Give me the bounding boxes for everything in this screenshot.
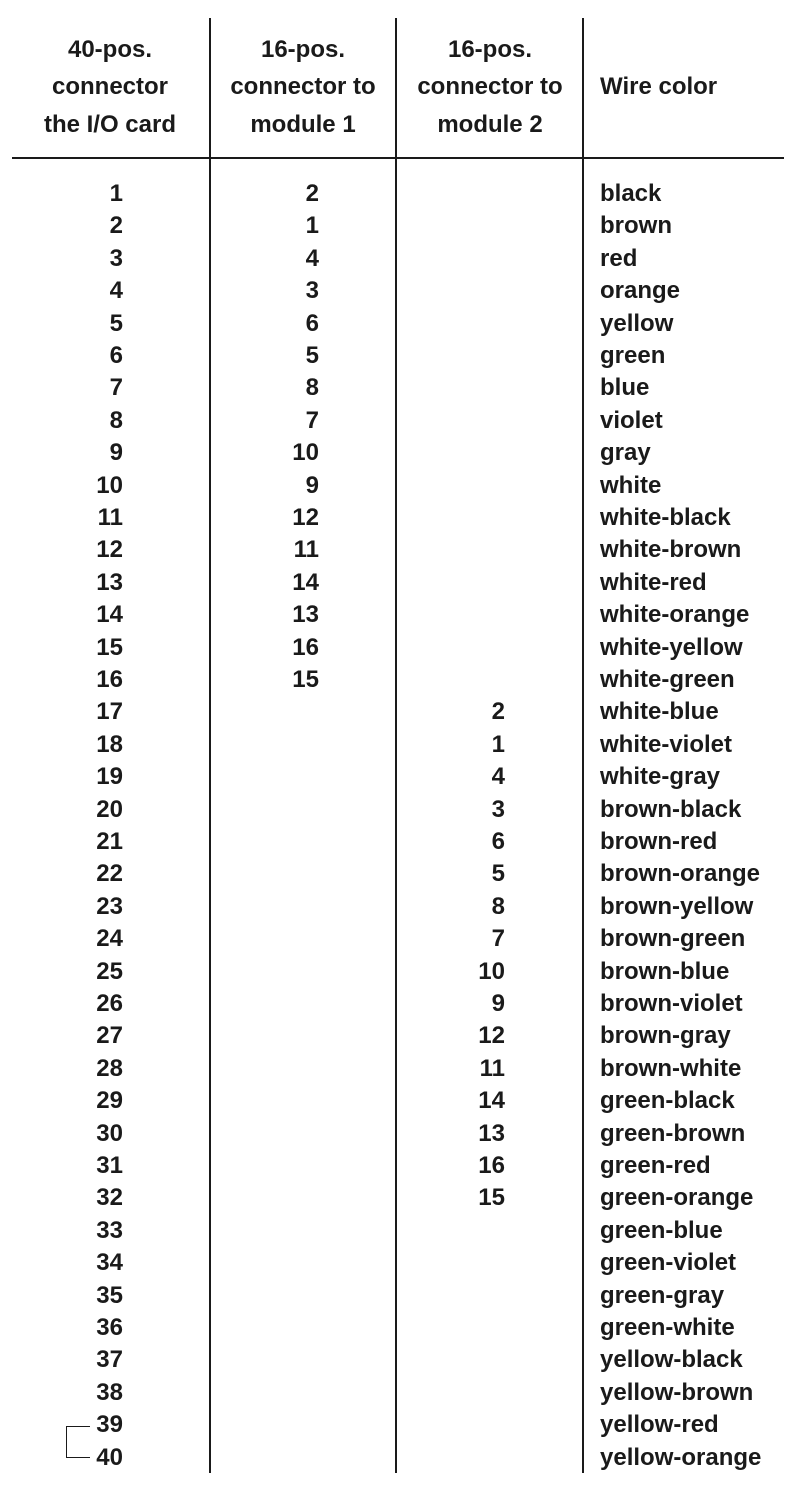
table-cell-color: violet <box>600 406 663 434</box>
table-cell-m2: 16 <box>478 1152 505 1179</box>
table-cell-m1: 14 <box>292 568 319 596</box>
table-cell-color: white-green <box>600 666 735 693</box>
table-cell-m1: 13 <box>292 601 319 629</box>
table-cell-io: 25 <box>96 957 123 985</box>
table-cell-io: 14 <box>96 601 123 629</box>
table-cell-io: 39 <box>96 1411 123 1439</box>
table-cell-io: 15 <box>96 633 123 661</box>
table-cell-m1: 10 <box>292 439 319 467</box>
table-cell-color: white-yellow <box>600 633 743 661</box>
table-cell-io: 20 <box>96 795 123 823</box>
table-cell-m2: 2 <box>491 698 505 726</box>
table-cell-color: brown-green <box>600 925 746 953</box>
table-cell-color: white-violet <box>600 730 733 758</box>
table-cell-m2: 13 <box>478 1119 505 1147</box>
table-cell-io: 12 <box>96 536 123 564</box>
table-cell-io: 16 <box>96 666 123 693</box>
table-cell-io: 22 <box>96 860 123 888</box>
table-cell-color: brown-violet <box>600 990 743 1017</box>
table-cell-m2: 12 <box>478 1022 505 1050</box>
table-cell-color: yellow-black <box>600 1346 743 1374</box>
table-cell-color: orange <box>600 277 681 305</box>
table-cell-m2: 7 <box>491 925 505 953</box>
table-cell-io: 29 <box>96 1087 123 1115</box>
table-cell-io: 24 <box>96 925 123 953</box>
table-cell-m1: 6 <box>305 309 319 337</box>
table-cell-io: 33 <box>96 1216 123 1244</box>
table-cell-color: green-white <box>600 1314 735 1341</box>
table-cell-color: green-gray <box>600 1281 725 1309</box>
table-cell-color: green-red <box>600 1152 711 1179</box>
table-cell-io: 28 <box>96 1054 123 1082</box>
table-cell-color: white <box>600 471 662 499</box>
table-cell-io: 35 <box>96 1281 123 1309</box>
table-cell-color: green-brown <box>600 1119 746 1147</box>
table-cell-m1: 1 <box>305 212 319 240</box>
table-cell-m2: 9 <box>491 990 505 1017</box>
table-cell-io: 18 <box>96 730 123 758</box>
table-cell-io: 17 <box>96 698 123 726</box>
table-cell-m2: 4 <box>491 763 505 791</box>
column-divider-3 <box>582 18 584 1473</box>
table-cell-color: white-blue <box>600 698 719 726</box>
table-cell-m1: 9 <box>305 471 319 499</box>
table-cell-color: green-black <box>600 1087 735 1115</box>
table-cell-m1: 3 <box>305 277 319 305</box>
table-cell-io: 19 <box>96 763 123 791</box>
table-cell-io: 11 <box>97 504 123 531</box>
table-cell-m1: 12 <box>292 504 319 531</box>
table-cell-io: 1 <box>109 180 123 207</box>
table-cell-color: blue <box>600 374 650 402</box>
table-cell-io: 40 <box>96 1443 123 1471</box>
table-cell-color: brown-blue <box>600 957 730 985</box>
table-cell-color: white-orange <box>600 601 750 629</box>
table-cell-m1: 15 <box>292 666 319 693</box>
header-wire-color-label: Wire color <box>600 73 718 101</box>
table-cell-color: green-orange <box>600 1184 754 1212</box>
header-wire-color <box>600 31 717 143</box>
table-cell-m2: 15 <box>478 1184 505 1212</box>
table-cell-m2: 3 <box>491 795 505 823</box>
table-cell-color: brown-gray <box>600 1022 731 1050</box>
table-cell-io: 26 <box>96 990 123 1017</box>
table-cell-io: 27 <box>96 1022 123 1050</box>
table-cell-io: 37 <box>96 1346 123 1374</box>
header-io-card <box>12 31 208 143</box>
table-cell-m1: 8 <box>305 374 319 402</box>
table-cell-io: 2 <box>109 212 123 240</box>
table-cell-io: 34 <box>96 1249 123 1277</box>
table-cell-color: yellow-brown <box>600 1378 754 1406</box>
table-cell-io: 30 <box>96 1119 123 1147</box>
table-cell-color: brown-orange <box>600 860 760 888</box>
table-cell-io: 4 <box>109 277 123 305</box>
table-cell-color: white-black <box>600 504 731 531</box>
table-cell-io: 23 <box>96 892 123 920</box>
table-cell-io: 8 <box>109 406 123 434</box>
header-module-1-label: 16-pos. connector to module 1 <box>230 35 376 138</box>
table-cell-io: 6 <box>109 342 123 369</box>
table-cell-color: white-gray <box>600 763 721 791</box>
table-cell-color: green <box>600 342 666 369</box>
table-cell-m2: 14 <box>478 1087 505 1115</box>
table-cell-m1: 4 <box>305 244 319 272</box>
table-cell-m1: 11 <box>293 536 319 564</box>
table-cell-color: gray <box>600 439 651 467</box>
table-cell-io: 10 <box>96 471 123 499</box>
table-cell-io: 32 <box>96 1184 123 1212</box>
table-cell-color: brown-yellow <box>600 892 754 920</box>
table-cell-m1: 16 <box>292 633 319 661</box>
table-cell-color: brown-red <box>600 828 718 855</box>
table-cell-color: white-red <box>600 568 707 596</box>
table-cell-color: black <box>600 180 662 207</box>
table-cell-color: brown-black <box>600 795 742 823</box>
table-cell-color: yellow <box>600 309 674 337</box>
table-cell-color: green-blue <box>600 1216 723 1244</box>
header-io-card-label: 40-pos. connector the I/O card <box>43 35 177 138</box>
pin-39-40-bridge <box>66 1426 90 1458</box>
table-cell-color: yellow-red <box>600 1411 719 1439</box>
table-cell-color: yellow-orange <box>600 1443 762 1471</box>
table-cell-io: 7 <box>109 374 123 402</box>
table-cell-io: 9 <box>109 439 123 467</box>
table-cell-m2: 10 <box>478 957 505 985</box>
table-cell-color: red <box>600 244 638 272</box>
table-cell-io: 31 <box>96 1152 123 1179</box>
table-cell-m2: 8 <box>491 892 505 920</box>
column-divider-1 <box>209 18 211 1473</box>
table-cell-io: 21 <box>96 828 123 855</box>
table-cell-m1: 2 <box>305 180 319 207</box>
table-cell-m2: 11 <box>479 1054 505 1082</box>
table-cell-io: 5 <box>109 309 123 337</box>
table-cell-m2: 5 <box>491 860 505 888</box>
table-cell-m1: 5 <box>305 342 319 369</box>
header-module-2 <box>397 31 583 143</box>
table-cell-io: 38 <box>96 1378 123 1406</box>
table-cell-color: green-violet <box>600 1249 737 1277</box>
table-cell-io: 36 <box>96 1314 123 1341</box>
table-cell-color: brown <box>600 212 672 240</box>
header-module-1 <box>210 31 396 143</box>
header-divider <box>12 157 784 159</box>
table-cell-io: 13 <box>96 568 123 596</box>
table-cell-m2: 6 <box>491 828 505 855</box>
header-module-2-label: 16-pos. connector to module 2 <box>417 35 563 138</box>
table-cell-m1: 7 <box>305 406 319 434</box>
table-cell-io: 3 <box>109 244 123 272</box>
column-divider-2 <box>395 18 397 1473</box>
table-cell-color: white-brown <box>600 536 742 564</box>
table-cell-color: brown-white <box>600 1054 742 1082</box>
table-cell-m2: 1 <box>491 730 505 758</box>
